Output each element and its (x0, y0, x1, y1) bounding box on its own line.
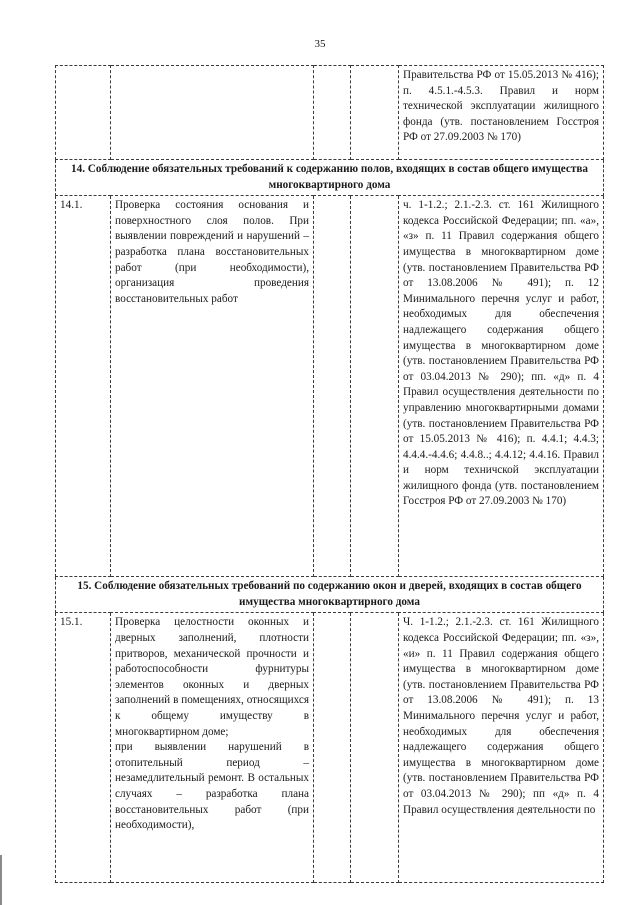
page-number: 35 (314, 38, 326, 50)
section-heading-15: 15. Соблюдение обязательных требований по содержанию окон и дверей, входящих в состав общего имущества многоквартирного дома (56, 577, 604, 613)
cell-legal-ref (399, 66, 604, 160)
section-heading-row-14 (56, 160, 604, 196)
cell-empty (314, 66, 351, 160)
cell-empty (351, 196, 399, 577)
legal-ref-text: Правительства РФ от 15.05.2013 № 416); п. 4.5.1.-4.5.3. Правил и норм технической эксплуатации жилищного фонда (утв. постановлением Госстроя РФ от 27.09.2003 № 170) (403, 69, 599, 144)
legal-ref-text: Ч. 1-1.2.; 2.1.-2.3. ст. 161 Жилищного кодекса Российской Федерации; пп. «з», «и» п. 11 Правил содержания общего имущества в многоквартирном доме (утв. постановлением Правительства РФ от 13.08.2006 № 491); п. 13 Минимального перечня услуг и работ, необходимых для обеспечения надлежащего содержания общего имущества в многоквартирном доме (утв. постановлением Правительства РФ от 03.04.2013 № 290); пп «д» п. 4 Правил осуществления деятельности по (403, 616, 599, 816)
legal-ref-text: ч. 1-1.2.; 2.1.-2.3. ст. 161 Жилищного кодекса Российской Федерации; пп. «а», «з» п. 11 Правил содержания общего имущества в многоквартирном доме (утв. постановлением Правительства РФ от 13.08.2006 № 491); п. 12 Минимального перечня услуг и работ, необходимых для обеспечения надлежащего содержания общего имущества в многоквартирном доме (утв. постановлением Правительства РФ от 03.04.2013 № 290); пп. «д» п. 4 Правил осуществления деятельности по управлению многоквартирными домами (утв. постановлением Правительства РФ от 15.05.2013 № 416); п. 4.4.1; 4.4.3; 4.4.4.-4.4.6; 4.4.8..; 4.4.12; 4.4.16. Правил и норм техничской эксплуатации жилищного фонда (утв. постановлением Госстроя РФ от 27.09.2003 № 170) (403, 199, 599, 508)
description-text: Проверка целостности оконных и дверных заполнений, плотности притворов, механической прочности и работоспособности фурнитуры элементов оконных и дверных заполнений в помещениях, относящихся к общему имуществу в многоквартирном доме; (115, 616, 309, 738)
cell-number: 14.1. (56, 196, 111, 577)
section-heading-row-15 (56, 577, 604, 613)
table-row-14-1 (56, 196, 604, 577)
cell-legal-ref (399, 196, 604, 577)
cell-description (111, 66, 314, 160)
cell-empty (351, 613, 399, 883)
scan-edge-mark (0, 855, 2, 905)
cell-empty (314, 613, 351, 883)
description-text: Проверка состояния основания и поверхностного слоя полов. При выявлении повреждений и нарушений – разработка плана восстановительных работ (при необходимости), организация проведения восстановительных работ (115, 199, 309, 305)
cell-number: 15.1. (56, 613, 111, 883)
cell-empty (351, 66, 399, 160)
requirements-table (55, 65, 604, 883)
table-row-continuation (56, 66, 604, 160)
cell-description (111, 613, 314, 883)
section-heading-14: 14. Соблюдение обязательных требований к содержанию полов, входящих в состав общего имущества многоквартирного дома (56, 160, 604, 196)
description-text-continued: при выявлении нарушений в отопительный период – незамедлительный ремонт. В остальных случаях – разработка плана восстановительных работ (при необходимости), (115, 741, 309, 832)
table-row-15-1 (56, 613, 604, 883)
cell-empty (314, 196, 351, 577)
cell-description (111, 196, 314, 577)
cell-number (56, 66, 111, 160)
cell-legal-ref (399, 613, 604, 883)
